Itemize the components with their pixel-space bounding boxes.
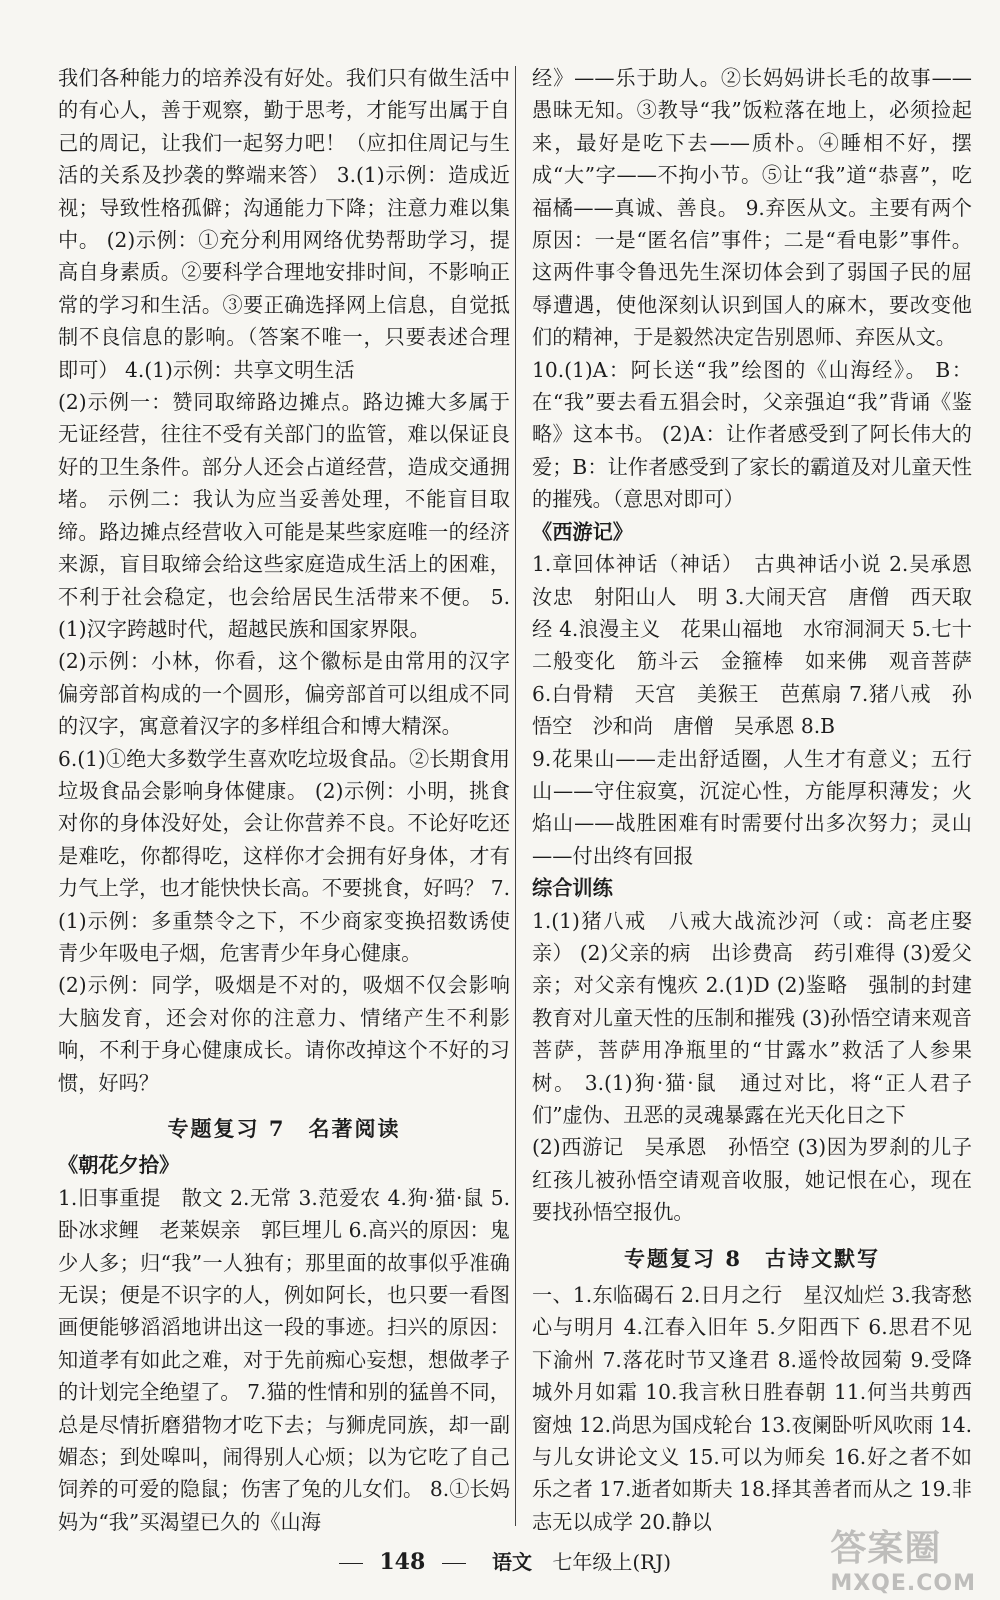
- book-title-xiyouji: 《西游记》: [532, 519, 633, 544]
- watermark-line1: 答案圈: [830, 1528, 942, 1569]
- grade-label: 七年级上(RJ): [552, 1550, 672, 1574]
- answer-paragraph: 1.旧事重提 散文 2.无常 3.范爱农 4.狗·猫·鼠 5.卧冰求鲤 老莱娱亲 郭巨埋儿 6.高兴的原因：鬼少人多；归“我”一人独有；那里面的故事似乎准确无误；便是不识字的人，例如阿长，也只要一看图画便能够滔滔地讲出这一段的事迹。扫兴的原因：知道孝有如此之难，对于先前痴心妄想，想做孝子的计划完全绝望了。 7.猫的性情和别的猛兽不同，总是尽情折磨猎物才吃下去；与狮虎同族，却一副媚态；到处嗥叫，闹得别人心烦；以为它吃了自己饲养的可爱的隐鼠；伤害了兔的儿女们。 8.①长妈妈为“我”买渴望已久的《山海: [58, 1185, 510, 1534]
- answer-paragraph: 1.章回体神话（神话） 古典神话小说 2.吴承恩 汝忠 射阳山人 明 3.大闹天宫 唐僧 西天取经 4.浪漫主义 花果山福地 水帘洞洞天 5.七十二般变化 筋斗云 金箍棒 如来佛 观音菩萨 6.白骨精 天宫 美猴王 芭蕉扇 7.猪八戒 孙悟空 沙和尚 唐僧 吴承恩 8.B: [532, 552, 993, 739]
- watermark-line2: MXQE.COM: [830, 1571, 976, 1596]
- answer-paragraph: 1.(1)猪八戒 八戒大战流沙河（或：高老庄娶亲） (2)父亲的病 出诊费高 药引难得 (3)爱父亲；对父亲有愧疚 2.(1)D (2)鉴略 强制的封建教育对儿童天性的压制和摧残 (3)孙悟空请来观音菩萨，菩萨用净瓶里的“甘露水”救活了人参果树。 3.(1)狗·猫·鼠 通过对比，将“正人君子们”虚伪、丑恶的灵魂暴露在光天化日之下: [532, 908, 972, 1127]
- left-column: [58, 62, 510, 1538]
- watermark-logo: [830, 1520, 976, 1596]
- answer-paragraph: 10.(1)A：阿长送“我”绘图的《山海经》。 B：在“我”要去看五猖会时，父亲强迫“我”背诵《鉴略》这本书。 (2)A：让作者感受到了阿长伟大的爱；B：让作者感受到了家长的霸道及对儿童天性的摧残。（意思对即可）: [532, 357, 972, 512]
- answer-paragraph: (2)示例：小林，你看，这个徽标是由常用的汉字偏旁部首构成的一个圆形，偏旁部首可以组成不同的汉字，寓意着汉字的多样组合和博大精深。: [58, 649, 510, 739]
- subject-label: 语文: [491, 1550, 532, 1574]
- training-title: 综合训练: [532, 876, 613, 901]
- page-number: 148: [379, 1549, 426, 1575]
- section-title-8: 专题复习 8 古诗文默写: [624, 1245, 880, 1271]
- answer-paragraph: 我们各种能力的培养没有好处。我们只有做生活中的有心人，善于观察，勤于思考，才能写出属于自己的周记，让我们一起努力吧！（应扣住周记与生活的关系及抄袭的弊端来答） 3.(1)示例：造成近视；导致性格孤僻；沟通能力下降；注意力难以集中。 (2)示例：①充分利用网络优势帮助学习，提高自身素质。②要科学合理地安排时间，不影响正常的学习和生活。③要正确选择网上信息，自觉抵制不良信息的影响。（答案不唯一，只要表述合理即可） 4.(1)示例：共享文明生活: [58, 66, 510, 382]
- answer-paragraph: 9.花果山——走出舒适圈，人生才有意义；五行山——守住寂寞，沉淀心性，方能厚积薄发；火焰山——战胜困难有时需要付出多次努力；灵山——付出终有回报: [532, 746, 972, 868]
- footer-dash-left: [339, 1563, 363, 1564]
- answer-paragraph: 一、1.东临碣石 2.日月之行 星汉灿烂 3.我寄愁心与明月 4.江春入旧年 5.夕阳西下 6.思君不见下渝州 7.落花时节又逢君 8.遥怜故园菊 9.受降城外月如霜 10.我言秋日胜春朝 11.何当共剪西窗烛 12.尚思为国戍轮台 13.夜阑卧听风吹雨 14.与儿女讲论文义 15.可以为师矣 16.好之者不如乐之者 17.逝者如斯夫 18.择其善者而从之 19.非志无以成学 20.静以: [532, 1283, 972, 1534]
- answer-paragraph: (2)示例：同学，吸烟是不对的，吸烟不仅会影响大脑发育，还会对你的注意力、情绪产生不利影响，不利于身心健康成长。请你改掉这个不好的习惯，好吗？: [58, 973, 510, 1095]
- answer-paragraph: (2)示例一：赞同取缔路边摊点。路边摊大多属于无证经营，往往不受有关部门的监管，难以保证良好的卫生条件。部分人还会占道经营，造成交通拥堵。 示例二：我认为应当妥善处理，不能盲目取缔。路边摊点经营收入可能是某些家庭唯一的经济来源，盲目取缔会给这些家庭造成生活上的困难，不利于社会稳定，也会给居民生活带来不便。 5.(1)汉字跨越时代，超越民族和国家界限。: [58, 390, 510, 641]
- footer-dash-right: [442, 1563, 466, 1564]
- right-column: [532, 62, 993, 1538]
- answer-paragraph: (2)西游记 吴承恩 孙悟空 (3)因为罗刹的儿子红孩儿被孙悟空请观音收服，她记恨在心，现在要找孙悟空报仇。: [532, 1135, 972, 1225]
- column-divider: [515, 66, 516, 1526]
- book-title-zhaohua: 《朝花夕拾》: [58, 1153, 180, 1178]
- answer-paragraph: 6.(1)①绝大多数学生喜欢吃垃圾食品。②长期食用垃圾食品会影响身体健康。 (2)示例：小明，挑食对你的身体没好处，会让你营养不良。不论好吃还是难吃，你都得吃，这样你才会拥有好身体，才有力气上学，也才能快快长高。不要挑食，好吗？ 7.(1)示例：多重禁令之下，不少商家变换招数诱使青少年吸电子烟，危害青少年身心健康。: [58, 746, 510, 965]
- answer-paragraph: 经》——乐于助人。②长妈妈讲长毛的故事——愚昧无知。③教导“我”饭粒落在地上，必须捡起来，最好是吃下去——质朴。④睡相不好，摆成“大”字——不拘小节。⑤让“我”道“恭喜”，吃福橘——真诚、善良。 9.弃医从文。主要有两个原因：一是“匿名信”事件；二是“看电影”事件。这两件事令鲁迅先生深切体会到了弱国子民的屈辱遭遇，使他深刻认识到国人的麻木，要改变他们的精神，于是毅然决定告别恩师、弃医从文。: [532, 66, 972, 350]
- section-title-7: 专题复习 7 名著阅读: [167, 1116, 401, 1141]
